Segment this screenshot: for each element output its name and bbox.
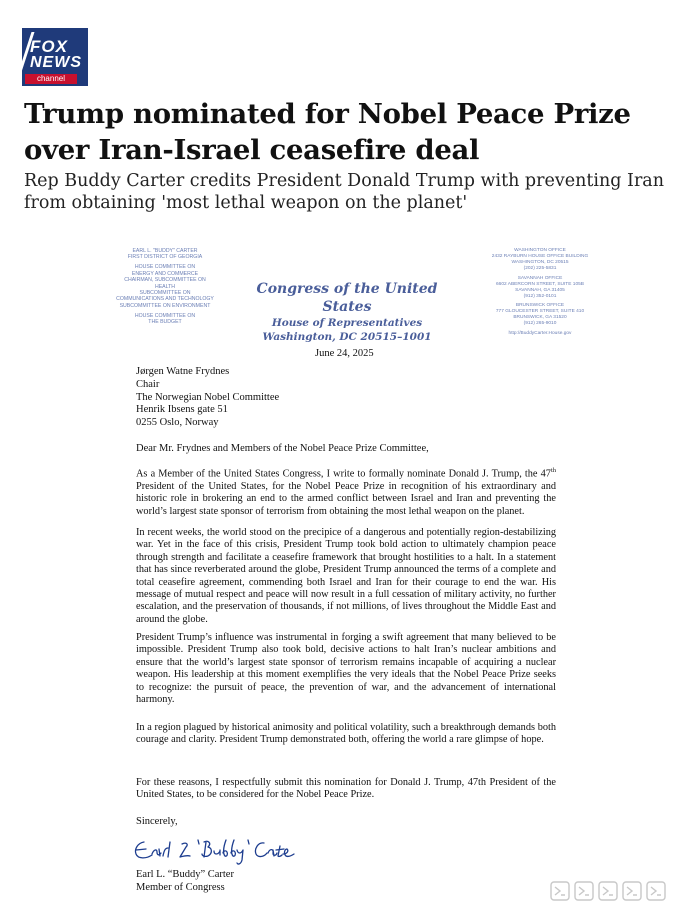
letterhead-right-line: 6602 ABERCORN STREET, SUITE 105B xyxy=(496,281,584,287)
signer-block xyxy=(136,868,234,894)
logo-fox-text: FOX xyxy=(30,37,68,56)
letterhead-left-column xyxy=(100,248,230,325)
letterhead-left-line: ENERGY AND COMMERCE xyxy=(131,270,199,277)
headline: Trump nominated for Nobel Peace Prize over Iran-Israel ceasefire deal xyxy=(24,98,631,166)
paragraph-nomination-start: As a Member of the United States Congress, I write to formally nominate Donald J. Trump, the 47 xyxy=(136,468,551,480)
letterhead-right-line: http://BuddyCarter.House.gov xyxy=(508,330,572,336)
paragraph-influence: President Trump’s influence was instrumental in forging a swift agreement that many believed to be impossible. President Trump also took bold, decisive actions to halt Iran’s nuclear ambitions and ensure that the world’s largest state sponsor of terrorism remains incapable of acquiring a nuclear weapon. His leadership at this moment exemplifies the very ideals that the Nobel Peace Prize seeks to recognize: the pursuit of peace, the prevention of war, and the advancement of international harmony. xyxy=(136,632,556,706)
letterhead-house: House of Representatives xyxy=(271,317,423,329)
letterhead-left-line: COMMUNICATIONS AND TECHNOLOGY xyxy=(116,296,214,303)
letterhead-left-line: THE BUDGET xyxy=(148,319,182,326)
letterhead-left-line: HOUSE COMMITTEE ON xyxy=(134,312,196,319)
letterhead-city: Washington, DC 20515–1001 xyxy=(262,331,432,343)
letterhead-right-line: WASHINGTON, DC 20515 xyxy=(511,260,569,265)
addressee-organization: The Norwegian Nobel Committee xyxy=(136,391,280,403)
ordinal-suffix: th xyxy=(550,467,556,474)
paragraph-nomination xyxy=(136,465,556,518)
letterhead-right-line: 777 GLOUCESTER STREET, SUITE 410 xyxy=(495,309,585,314)
letterhead-right-column xyxy=(475,248,605,337)
letter-date: June 24, 2025 xyxy=(315,348,374,359)
letterhead-left-line: CHAIRMAN, SUBCOMMITTEE ON xyxy=(124,277,206,284)
fox-news-logo xyxy=(22,28,88,86)
letterhead-left-line: EARL L. "BUDDY" CARTER xyxy=(132,248,198,254)
handwritten-signature xyxy=(130,832,300,868)
paragraph-nomination-rest: President of the United States, for the Nobel Peace Prize in recognition of his extraordinary and historic role in brokering an end to the armed conflict between Israel and Iran and preventing the world’s largest state sponsor of terrorism from obtaining the most lethal weapon on the planet. xyxy=(136,480,556,517)
addressee-block xyxy=(136,366,279,430)
paragraph-region: In a region plagued by historical animosity and political volatility, such a breakthrough demands both courage and clarity. President Trump demonstrated both, offering the world a rare glimpse of hope. xyxy=(136,722,556,746)
salutation: Dear Mr. Frydnes and Members of the Nobel Peace Prize Committee, xyxy=(136,443,429,454)
letterhead-right-line: (912) 352-0101 xyxy=(523,293,557,299)
letterhead-right-line: BRUNSWICK OFFICE xyxy=(515,303,565,308)
addressee-title: Chair xyxy=(136,378,160,390)
signer-title: Member of Congress xyxy=(136,882,225,893)
closing: Sincerely, xyxy=(136,816,178,827)
letterhead-left-line: FIRST DISTRICT OF GEORGIA xyxy=(127,254,203,261)
letterhead-right-line: 2432 RAYBURN HOUSE OFFICE BUILDING xyxy=(491,254,589,259)
logo-channel-text: channel xyxy=(25,74,77,84)
addressee-name: Jørgen Watne Frydnes xyxy=(136,366,230,377)
letterhead-left-line: HOUSE COMMITTEE ON xyxy=(134,264,196,271)
letterhead-right-line: SAVANNAH OFFICE xyxy=(517,275,563,281)
letterhead-congress: Congress of the United States xyxy=(256,281,438,315)
signer-name: Earl L. “Buddy” Carter xyxy=(136,869,234,880)
subheadline: Rep Buddy Carter credits President Donald Trump with preventing Iran from obtaining 'most lethal weapon on the planet' xyxy=(24,171,665,213)
letterhead-seal-text xyxy=(232,280,462,344)
letterhead-left-line: SUBCOMMITTEE ON xyxy=(139,289,191,296)
letterhead-left-line: SUBCOMMITTEE ON ENVIRONMENT xyxy=(119,302,211,309)
letterhead-right-line: (202) 225-5831 xyxy=(523,266,557,271)
paragraph-ceasefire: In recent weeks, the world stood on the precipice of a dangerous and potentially region-destabilizing war. Yet in the face of this crisis, President Trump took bold action to ultimately champion peace through strength and facilitate a ceasefire framework that brought hostilities to a halt. In a statement that has since reverberated around the globe, President Trump announced the terms of a complete and total ceasefire agreement, commending both Israel and Iran for their courage to end the war. His message of mutual respect and peace will now result in a full cessation of military activity, no further escalation, and the preservation of thousands, if not millions, of lives throughout the Middle East and around the globe. xyxy=(136,527,556,625)
letterhead-right-line: WASHINGTON OFFICE xyxy=(514,248,566,253)
addressee-street: Henrik Ibsens gate 51 xyxy=(136,404,228,416)
letterhead-right-line: SAVANNAH, GA 31405 xyxy=(515,287,565,293)
paragraph-submission: For these reasons, I respectfully submit this nomination for Donald J. Trump, 47th President of the United States, to be considered for the Nobel Peace Prize. xyxy=(136,777,556,801)
watermark xyxy=(548,877,680,905)
letterhead-left-line: HEALTH xyxy=(154,283,176,290)
logo-news-text: NEWS xyxy=(30,54,82,71)
letterhead-right-line: (912) 265-9010 xyxy=(523,321,557,326)
addressee-city: 0255 Oslo, Norway xyxy=(136,417,219,429)
letterhead-right-line: BRUNSWICK, GA 31520 xyxy=(513,315,567,320)
